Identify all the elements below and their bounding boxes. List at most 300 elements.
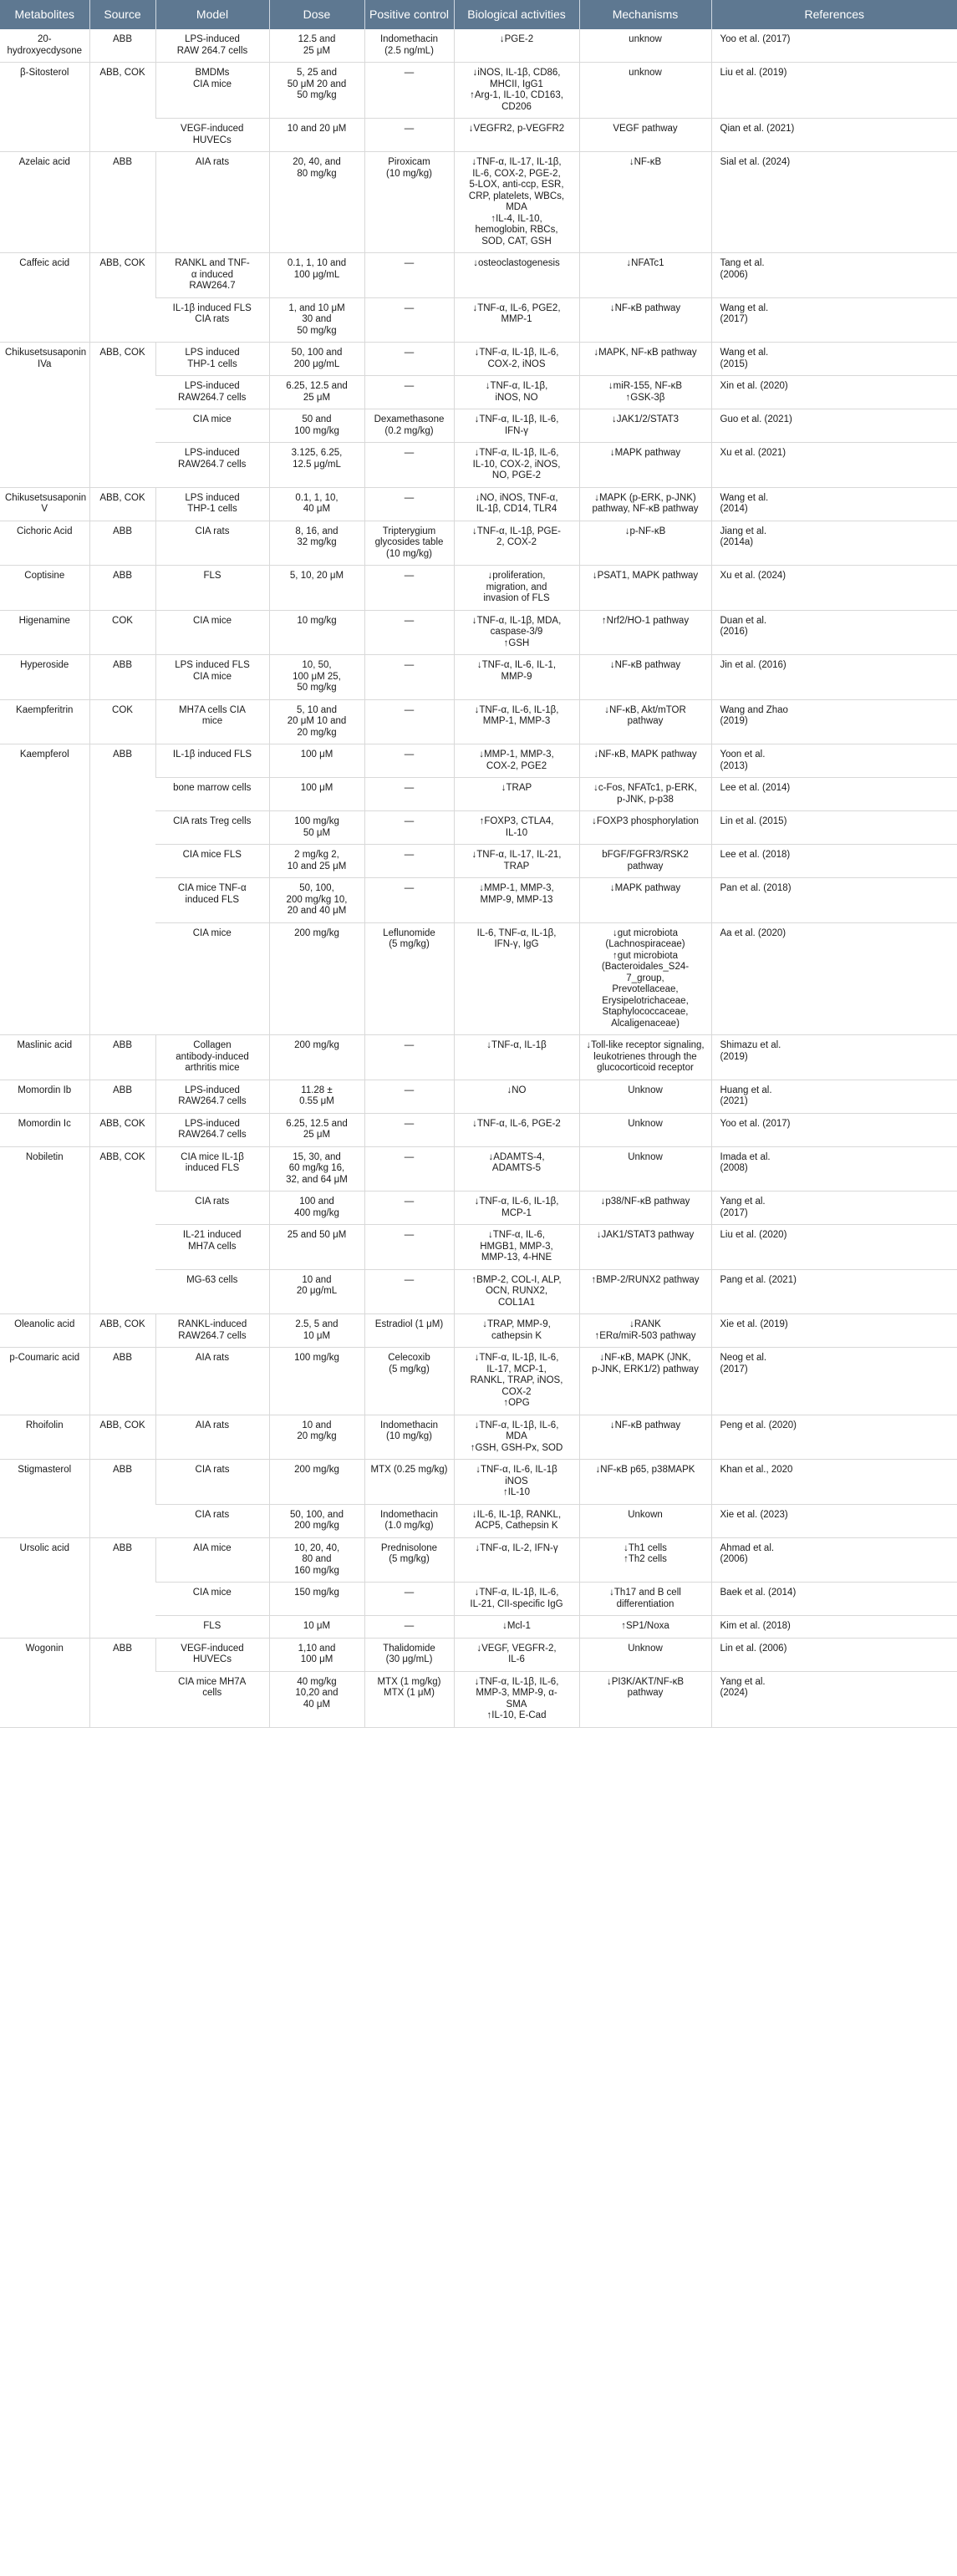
reference-cell: Xin et al. (2020) xyxy=(711,376,957,409)
model-cell: LPS induced THP-1 cells xyxy=(155,343,269,376)
mechanisms-cell: ↓FOXP3 phosphorylation xyxy=(579,811,711,845)
reference-cell: Lee et al. (2018) xyxy=(711,845,957,878)
table-row xyxy=(0,253,957,298)
model-cell: AIA rats xyxy=(155,152,269,253)
table-row xyxy=(0,1415,957,1460)
mechanisms-cell: ↓c-Fos, NFATc1, p-ERK, p-JNK, p-p38 xyxy=(579,778,711,811)
dose-cell: 10, 50, 100 μM 25, 50 mg/kg xyxy=(269,655,364,700)
source-cell: ABB, COK xyxy=(89,63,155,152)
reference-cell: Neog et al. (2017) xyxy=(711,1348,957,1415)
reference-cell: Peng et al. (2020) xyxy=(711,1415,957,1460)
mechanisms-cell: ↓p38/NF-κB pathway xyxy=(579,1191,711,1225)
dose-cell: 0.1, 1, 10, 40 μM xyxy=(269,487,364,521)
source-cell: ABB, COK xyxy=(89,1314,155,1348)
model-cell: CIA rats xyxy=(155,1460,269,1505)
positive-control-cell: Indomethacin (2.5 ng/mL) xyxy=(364,29,454,63)
positive-control-cell: — xyxy=(364,1080,454,1113)
source-cell: COK xyxy=(89,699,155,744)
model-cell: bone marrow cells xyxy=(155,778,269,811)
dose-cell: 100 and 400 mg/kg xyxy=(269,1191,364,1225)
model-cell: FLS xyxy=(155,566,269,611)
model-cell: CIA mice TNF-α induced FLS xyxy=(155,878,269,923)
reference-cell: Xie et al. (2023) xyxy=(711,1504,957,1537)
mechanisms-cell: ↓JAK1/STAT3 pathway xyxy=(579,1225,711,1270)
header-dose: Dose xyxy=(269,0,364,29)
source-cell: ABB xyxy=(89,521,155,566)
positive-control-cell: — xyxy=(364,343,454,376)
model-cell: CIA rats Treg cells xyxy=(155,811,269,845)
dose-cell: 10 μM xyxy=(269,1616,364,1639)
reference-cell: Guo et al. (2021) xyxy=(711,409,957,443)
mechanisms-cell: ↓NF-κB pathway xyxy=(579,655,711,700)
dose-cell: 10, 20, 40, 80 and 160 mg/kg xyxy=(269,1537,364,1583)
reference-cell: Yoon et al. (2013) xyxy=(711,744,957,778)
reference-cell: Wang et al. (2017) xyxy=(711,297,957,343)
dose-cell: 100 mg/kg xyxy=(269,1348,364,1415)
positive-control-cell: Leflunomide (5 mg/kg) xyxy=(364,922,454,1035)
positive-control-cell: — xyxy=(364,1269,454,1314)
table-row xyxy=(0,521,957,566)
reference-cell: Pan et al. (2018) xyxy=(711,878,957,923)
dose-cell: 50, 100 and 200 μg/mL xyxy=(269,343,364,376)
mechanisms-cell: ↓MAPK pathway xyxy=(579,443,711,488)
reference-cell: Aa et al. (2020) xyxy=(711,922,957,1035)
header-row xyxy=(0,0,957,29)
model-cell: BMDMs CIA mice xyxy=(155,63,269,119)
positive-control-cell: — xyxy=(364,487,454,521)
biological-activities-cell: ↓osteoclastogenesis xyxy=(454,253,579,298)
model-cell: Collagen antibody-induced arthritis mice xyxy=(155,1035,269,1080)
dose-cell: 150 mg/kg xyxy=(269,1583,364,1616)
reference-cell: Wang et al. (2015) xyxy=(711,343,957,376)
mechanisms-cell: unknow xyxy=(579,63,711,119)
metabolite-cell: β-Sitosterol xyxy=(0,63,89,152)
model-cell: IL-1β induced FLS CIA rats xyxy=(155,297,269,343)
dose-cell: 50, 100, 200 mg/kg 10, 20 and 40 μM xyxy=(269,878,364,923)
source-cell: ABB xyxy=(89,29,155,63)
mechanisms-cell: Unknow xyxy=(579,1113,711,1146)
mechanisms-cell: Unknow xyxy=(579,1638,711,1671)
table-body xyxy=(0,29,957,1727)
biological-activities-cell: ↓TNF-α, IL-6, IL-1, MMP-9 xyxy=(454,655,579,700)
mechanisms-cell: Unknow xyxy=(579,1146,711,1191)
mechanisms-cell: ↓NF-κB xyxy=(579,152,711,253)
dose-cell: 2.5, 5 and 10 μM xyxy=(269,1314,364,1348)
metabolite-cell: Ursolic acid xyxy=(0,1537,89,1638)
positive-control-cell: — xyxy=(364,443,454,488)
model-cell: LPS-induced RAW264.7 cells xyxy=(155,1113,269,1146)
table-row xyxy=(0,29,957,63)
model-cell: RANKL-induced RAW264.7 cells xyxy=(155,1314,269,1348)
mechanisms-cell: ↑BMP-2/RUNX2 pathway xyxy=(579,1269,711,1314)
dose-cell: 8, 16, and 32 mg/kg xyxy=(269,521,364,566)
biological-activities-cell: IL-6, TNF-α, IL-1β, IFN-γ, IgG xyxy=(454,922,579,1035)
mechanisms-cell: ↓MAPK (p-ERK, p-JNK) pathway, NF-κB pathway xyxy=(579,487,711,521)
positive-control-cell: — xyxy=(364,566,454,611)
table-row xyxy=(0,1113,957,1146)
dose-cell: 10 and 20 μM xyxy=(269,119,364,152)
mechanisms-cell: ↓miR-155, NF-κB ↑GSK-3β xyxy=(579,376,711,409)
positive-control-cell: — xyxy=(364,1146,454,1191)
reference-cell: Duan et al. (2016) xyxy=(711,610,957,655)
source-cell: ABB xyxy=(89,744,155,1035)
model-cell: AIA mice xyxy=(155,1537,269,1583)
biological-activities-cell: ↓TNF-α, IL-1β, IL-6, MDA ↑GSH, GSH-Px, SOD xyxy=(454,1415,579,1460)
model-cell: IL-1β induced FLS xyxy=(155,744,269,778)
dose-cell: 200 mg/kg xyxy=(269,1460,364,1505)
reference-cell: Lin et al. (2015) xyxy=(711,811,957,845)
reference-cell: Xu et al. (2024) xyxy=(711,566,957,611)
positive-control-cell: — xyxy=(364,1191,454,1225)
model-cell: CIA mice MH7A cells xyxy=(155,1671,269,1727)
positive-control-cell: Piroxicam (10 mg/kg) xyxy=(364,152,454,253)
biological-activities-cell: ↓TNF-α, IL-1β, iNOS, NO xyxy=(454,376,579,409)
biological-activities-cell: ↓MMP-1, MMP-3, MMP-9, MMP-13 xyxy=(454,878,579,923)
table-row xyxy=(0,1035,957,1080)
dose-cell: 3.125, 6.25, 12.5 μg/mL xyxy=(269,443,364,488)
biological-activities-cell: ↓IL-6, IL-1β, RANKL, ACP5, Cathepsin K xyxy=(454,1504,579,1537)
dose-cell: 5, 10 and 20 μM 10 and 20 mg/kg xyxy=(269,699,364,744)
biological-activities-cell: ↓TNF-α, IL-6, HMGB1, MMP-3, MMP-13, 4-HNE xyxy=(454,1225,579,1270)
model-cell: CIA mice xyxy=(155,610,269,655)
source-cell: COK xyxy=(89,610,155,655)
source-cell: ABB xyxy=(89,566,155,611)
reference-cell: Shimazu et al. (2019) xyxy=(711,1035,957,1080)
biological-activities-cell: ↓ADAMTS-4, ADAMTS-5 xyxy=(454,1146,579,1191)
biological-activities-cell: ↓NO, iNOS, TNF-α, IL-1β, CD14, TLR4 xyxy=(454,487,579,521)
positive-control-cell: — xyxy=(364,376,454,409)
source-cell: ABB, COK xyxy=(89,1415,155,1460)
biological-activities-cell: ↑FOXP3, CTLA4, IL-10 xyxy=(454,811,579,845)
table-row xyxy=(0,343,957,376)
biological-activities-cell: ↓TNF-α, IL-1β, IL-6, IL-21, CII-specific IgG xyxy=(454,1583,579,1616)
reference-cell: Imada et al. (2008) xyxy=(711,1146,957,1191)
reference-cell: Yang et al. (2024) xyxy=(711,1671,957,1727)
positive-control-cell: Thalidomide (30 μg/mL) xyxy=(364,1638,454,1671)
dose-cell: 0.1, 1, 10 and 100 μg/mL xyxy=(269,253,364,298)
positive-control-cell: — xyxy=(364,699,454,744)
reference-cell: Sial et al. (2024) xyxy=(711,152,957,253)
positive-control-cell: — xyxy=(364,744,454,778)
biological-activities-cell: ↓iNOS, IL-1β, CD86, MHCII, IgG1 ↑Arg-1, IL-10, CD163, CD206 xyxy=(454,63,579,119)
mechanisms-cell: ↓MAPK, NF-κB pathway xyxy=(579,343,711,376)
source-cell: ABB, COK xyxy=(89,1113,155,1146)
model-cell: IL-21 induced MH7A cells xyxy=(155,1225,269,1270)
source-cell: ABB, COK xyxy=(89,253,155,343)
header-positive-control: Positive control xyxy=(364,0,454,29)
table-row xyxy=(0,699,957,744)
source-cell: ABB, COK xyxy=(89,1146,155,1314)
table-row xyxy=(0,655,957,700)
table-row xyxy=(0,566,957,611)
model-cell: LPS-induced RAW264.7 cells xyxy=(155,443,269,488)
metabolite-cell: 20- hydroxyecdysone xyxy=(0,29,89,63)
mechanisms-cell: ↓PI3K/AKT/NF-κB pathway xyxy=(579,1671,711,1727)
positive-control-cell: — xyxy=(364,119,454,152)
positive-control-cell: — xyxy=(364,253,454,298)
table-row xyxy=(0,1146,957,1191)
dose-cell: 40 mg/kg 10,20 and 40 μM xyxy=(269,1671,364,1727)
mechanisms-cell: ↓gut microbiota (Lachnospiraceae) ↑gut microbiota (Bacteroidales_S24-7_group, Prevotellaceae, Erysipelotrichaceae, Staphylococcaceae, Alcaligenaceae) xyxy=(579,922,711,1035)
positive-control-cell: Tripterygium glycosides table (10 mg/kg) xyxy=(364,521,454,566)
metabolite-cell: Stigmasterol xyxy=(0,1460,89,1538)
mechanisms-cell: ↓RANK ↑ERα/miR-503 pathway xyxy=(579,1314,711,1348)
dose-cell: 11.28 ± 0.55 μM xyxy=(269,1080,364,1113)
metabolite-cell: Momordin Ic xyxy=(0,1113,89,1146)
metabolite-cell: Hyperoside xyxy=(0,655,89,700)
source-cell: ABB xyxy=(89,1080,155,1113)
dose-cell: 200 mg/kg xyxy=(269,922,364,1035)
dose-cell: 6.25, 12.5 and 25 μM xyxy=(269,1113,364,1146)
mechanisms-cell: Unknow xyxy=(579,1080,711,1113)
mechanisms-cell: ↓NF-κB pathway xyxy=(579,297,711,343)
mechanisms-cell: unknow xyxy=(579,29,711,63)
positive-control-cell: — xyxy=(364,1616,454,1639)
dose-cell: 100 μM xyxy=(269,744,364,778)
positive-control-cell: MTX (1 mg/kg) MTX (1 μM) xyxy=(364,1671,454,1727)
dose-cell: 10 and 20 μg/mL xyxy=(269,1269,364,1314)
metabolite-cell: Cichoric Acid xyxy=(0,521,89,566)
mechanisms-cell: ↓NF-κB, MAPK pathway xyxy=(579,744,711,778)
positive-control-cell: — xyxy=(364,1225,454,1270)
biological-activities-cell: ↓TNF-α, IL-1β xyxy=(454,1035,579,1080)
model-cell: MH7A cells CIA mice xyxy=(155,699,269,744)
biological-activities-cell: ↓TNF-α, IL-1β, IL-6, IL-10, COX-2, iNOS, NO, PGE-2 xyxy=(454,443,579,488)
mechanisms-cell: ↓Th17 and B cell differentiation xyxy=(579,1583,711,1616)
mechanisms-cell: Unkown xyxy=(579,1504,711,1537)
positive-control-cell: — xyxy=(364,1113,454,1146)
biological-activities-cell: ↓proliferation, migration, and invasion of FLS xyxy=(454,566,579,611)
reference-cell: Xie et al. (2019) xyxy=(711,1314,957,1348)
positive-control-cell: — xyxy=(364,1035,454,1080)
table-row xyxy=(0,1460,957,1505)
dose-cell: 200 mg/kg xyxy=(269,1035,364,1080)
source-cell: ABB, COK xyxy=(89,487,155,521)
reference-cell: Liu et al. (2019) xyxy=(711,63,957,119)
table-row xyxy=(0,610,957,655)
dose-cell: 5, 25 and 50 μM 20 and 50 mg/kg xyxy=(269,63,364,119)
metabolite-cell: Nobiletin xyxy=(0,1146,89,1314)
reference-cell: Baek et al. (2014) xyxy=(711,1583,957,1616)
dose-cell: 10 and 20 mg/kg xyxy=(269,1415,364,1460)
biological-activities-cell: ↓VEGF, VEGFR-2, IL-6 xyxy=(454,1638,579,1671)
biological-activities-cell: ↓TNF-α, IL-6, IL-1β, MMP-1, MMP-3 xyxy=(454,699,579,744)
model-cell: CIA mice xyxy=(155,922,269,1035)
dose-cell: 25 and 50 μM xyxy=(269,1225,364,1270)
biological-activities-cell: ↓TNF-α, IL-1β, IL-6, IFN-γ xyxy=(454,409,579,443)
dose-cell: 100 mg/kg 50 μM xyxy=(269,811,364,845)
metabolite-cell: Wogonin xyxy=(0,1638,89,1727)
header-biological-activities: Biological activities xyxy=(454,0,579,29)
reference-cell: Huang et al. (2021) xyxy=(711,1080,957,1113)
biological-activities-cell: ↓TNF-α, IL-1β, IL-6, IL-17, MCP-1, RANKL, TRAP, iNOS, COX-2 ↑OPG xyxy=(454,1348,579,1415)
model-cell: AIA rats xyxy=(155,1415,269,1460)
biological-activities-cell: ↓TRAP xyxy=(454,778,579,811)
header-metabolites: Metabolites xyxy=(0,0,89,29)
model-cell: CIA rats xyxy=(155,521,269,566)
dose-cell: 20, 40, and 80 mg/kg xyxy=(269,152,364,253)
positive-control-cell: — xyxy=(364,778,454,811)
biological-activities-cell: ↓TNF-α, IL-1β, MDA, caspase-3/9 ↑GSH xyxy=(454,610,579,655)
reference-cell: Qian et al. (2021) xyxy=(711,119,957,152)
metabolite-cell: Maslinic acid xyxy=(0,1035,89,1080)
table-row xyxy=(0,63,957,119)
biological-activities-cell: ↓TNF-α, IL-6, IL-1β, MCP-1 xyxy=(454,1191,579,1225)
positive-control-cell: — xyxy=(364,845,454,878)
table-row xyxy=(0,1537,957,1583)
header-references: References xyxy=(711,0,957,29)
mechanisms-cell: ↓NF-κB pathway xyxy=(579,1415,711,1460)
source-cell: ABB xyxy=(89,1348,155,1415)
model-cell: LPS induced THP-1 cells xyxy=(155,487,269,521)
biological-activities-cell: ↓TNF-α, IL-6, PGE2, MMP-1 xyxy=(454,297,579,343)
model-cell: LPS-induced RAW 264.7 cells xyxy=(155,29,269,63)
source-cell: ABB xyxy=(89,655,155,700)
mechanisms-cell: ↑Nrf2/HO-1 pathway xyxy=(579,610,711,655)
mechanisms-cell: ↓NFATc1 xyxy=(579,253,711,298)
biological-activities-cell: ↓TRAP, MMP-9, cathepsin K xyxy=(454,1314,579,1348)
dose-cell: 15, 30, and 60 mg/kg 16, 32, and 64 μM xyxy=(269,1146,364,1191)
dose-cell: 50, 100, and 200 mg/kg xyxy=(269,1504,364,1537)
mechanisms-cell: ↓Th1 cells ↑Th2 cells xyxy=(579,1537,711,1583)
dose-cell: 100 μM xyxy=(269,778,364,811)
table-row xyxy=(0,487,957,521)
reference-cell: Khan et al., 2020 xyxy=(711,1460,957,1505)
reference-cell: Tang et al. (2006) xyxy=(711,253,957,298)
dose-cell: 6.25, 12.5 and 25 μM xyxy=(269,376,364,409)
table-row xyxy=(0,1638,957,1671)
biological-activities-cell: ↓Mcl-1 xyxy=(454,1616,579,1639)
header-model: Model xyxy=(155,0,269,29)
mechanisms-cell: ↓Toll-like receptor signaling, leukotrienes through the glucocorticoid receptor xyxy=(579,1035,711,1080)
model-cell: VEGF-induced HUVECs xyxy=(155,119,269,152)
header-mechanisms: Mechanisms xyxy=(579,0,711,29)
reference-cell: Pang et al. (2021) xyxy=(711,1269,957,1314)
biological-activities-cell: ↓TNF-α, IL-17, IL-21, TRAP xyxy=(454,845,579,878)
metabolite-cell: Chikusetsusaponin V xyxy=(0,487,89,521)
reference-cell: Lee et al. (2014) xyxy=(711,778,957,811)
dose-cell: 50 and 100 mg/kg xyxy=(269,409,364,443)
reference-cell: Yoo et al. (2017) xyxy=(711,29,957,63)
mechanisms-cell: ↓NF-κB, MAPK (JNK, p-JNK, ERK1/2) pathway xyxy=(579,1348,711,1415)
reference-cell: Xu et al. (2021) xyxy=(711,443,957,488)
reference-cell: Liu et al. (2020) xyxy=(711,1225,957,1270)
reference-cell: Jiang et al. (2014a) xyxy=(711,521,957,566)
biological-activities-cell: ↓TNF-α, IL-6, IL-1β iNOS ↑IL-10 xyxy=(454,1460,579,1505)
mechanisms-cell: ↓MAPK pathway xyxy=(579,878,711,923)
model-cell: LPS-induced RAW264.7 cells xyxy=(155,1080,269,1113)
positive-control-cell: Estradiol (1 μM) xyxy=(364,1314,454,1348)
model-cell: MG-63 cells xyxy=(155,1269,269,1314)
positive-control-cell: — xyxy=(364,811,454,845)
mechanisms-cell: ↓JAK1/2/STAT3 xyxy=(579,409,711,443)
dose-cell: 1, and 10 μM 30 and 50 mg/kg xyxy=(269,297,364,343)
reference-cell: Ahmad et al. (2006) xyxy=(711,1537,957,1583)
table-row xyxy=(0,1080,957,1113)
mechanisms-cell: ↓PSAT1, MAPK pathway xyxy=(579,566,711,611)
positive-control-cell: Celecoxib (5 mg/kg) xyxy=(364,1348,454,1415)
metabolite-cell: Higenamine xyxy=(0,610,89,655)
model-cell: LPS-induced RAW264.7 cells xyxy=(155,376,269,409)
biological-activities-cell: ↓PGE-2 xyxy=(454,29,579,63)
positive-control-cell: Indomethacin (10 mg/kg) xyxy=(364,1415,454,1460)
positive-control-cell: — xyxy=(364,1583,454,1616)
mechanisms-cell: VEGF pathway xyxy=(579,119,711,152)
source-cell: ABB xyxy=(89,1537,155,1638)
source-cell: ABB xyxy=(89,1035,155,1080)
model-cell: CIA mice FLS xyxy=(155,845,269,878)
mechanisms-cell: ↓NF-κB, Akt/mTOR pathway xyxy=(579,699,711,744)
biological-activities-cell: ↑BMP-2, COL-I, ALP, OCN, RUNX2, COL1A1 xyxy=(454,1269,579,1314)
reference-cell: Yang et al. (2017) xyxy=(711,1191,957,1225)
header-source: Source xyxy=(89,0,155,29)
table-row xyxy=(0,1348,957,1415)
reference-cell: Yoo et al. (2017) xyxy=(711,1113,957,1146)
positive-control-cell: Prednisolone (5 mg/kg) xyxy=(364,1537,454,1583)
metabolite-cell: Kaempferol xyxy=(0,744,89,1035)
positive-control-cell: Indomethacin (1.0 mg/kg) xyxy=(364,1504,454,1537)
biological-activities-cell: ↓TNF-α, IL-2, IFN-γ xyxy=(454,1537,579,1583)
table-row xyxy=(0,152,957,253)
metabolite-cell: Oleanolic acid xyxy=(0,1314,89,1348)
biological-activities-cell: ↓TNF-α, IL-1β, IL-6, MMP-3, MMP-9, α- SMA ↑IL-10, E-Cad xyxy=(454,1671,579,1727)
model-cell: VEGF-induced HUVECs xyxy=(155,1638,269,1671)
dose-cell: 12.5 and 25 μM xyxy=(269,29,364,63)
positive-control-cell: — xyxy=(364,610,454,655)
model-cell: CIA rats xyxy=(155,1504,269,1537)
reference-cell: Kim et al. (2018) xyxy=(711,1616,957,1639)
reference-cell: Wang et al. (2014) xyxy=(711,487,957,521)
metabolite-cell: Rhoifolin xyxy=(0,1415,89,1460)
metabolite-cell: Momordin Ib xyxy=(0,1080,89,1113)
biological-activities-cell: ↓VEGFR2, p-VEGFR2 xyxy=(454,119,579,152)
table-row xyxy=(0,744,957,778)
dose-cell: 10 mg/kg xyxy=(269,610,364,655)
model-cell: CIA mice IL-1β induced FLS xyxy=(155,1146,269,1191)
mechanisms-cell: ↓p-NF-κB xyxy=(579,521,711,566)
biological-activities-cell: ↓MMP-1, MMP-3, COX-2, PGE2 xyxy=(454,744,579,778)
biological-activities-cell: ↓TNF-α, IL-6, PGE-2 xyxy=(454,1113,579,1146)
metabolite-cell: Caffeic acid xyxy=(0,253,89,343)
positive-control-cell: MTX (0.25 mg/kg) xyxy=(364,1460,454,1505)
reference-cell: Wang and Zhao (2019) xyxy=(711,699,957,744)
positive-control-cell: — xyxy=(364,63,454,119)
mechanisms-cell: ↑SP1/Noxa xyxy=(579,1616,711,1639)
positive-control-cell: — xyxy=(364,655,454,700)
metabolite-cell: Azelaic acid xyxy=(0,152,89,253)
metabolite-cell: Chikusetsusaponin IVa xyxy=(0,343,89,488)
biological-activities-cell: ↓TNF-α, IL-17, IL-1β, IL-6, COX-2, PGE-2, 5-LOX, anti-ccp, ESR, CRP, platelets, WBCs, MDA ↑IL-4, IL-10, hemoglobin, RBCs, SOD, CAT, GSH xyxy=(454,152,579,253)
table-row xyxy=(0,1314,957,1348)
positive-control-cell: Dexamethasone (0.2 mg/kg) xyxy=(364,409,454,443)
dose-cell: 1,10 and 100 μM xyxy=(269,1638,364,1671)
source-cell: ABB, COK xyxy=(89,343,155,488)
source-cell: ABB xyxy=(89,1638,155,1727)
model-cell: RANKL and TNF- α induced RAW264.7 xyxy=(155,253,269,298)
model-cell: CIA rats xyxy=(155,1191,269,1225)
reference-cell: Jin et al. (2016) xyxy=(711,655,957,700)
dose-cell: 5, 10, 20 μM xyxy=(269,566,364,611)
positive-control-cell: — xyxy=(364,297,454,343)
dose-cell: 2 mg/kg 2, 10 and 25 μM xyxy=(269,845,364,878)
model-cell: FLS xyxy=(155,1616,269,1639)
biological-activities-cell: ↓TNF-α, IL-1β, IL-6, COX-2, iNOS xyxy=(454,343,579,376)
model-cell: CIA mice xyxy=(155,409,269,443)
model-cell: LPS induced FLS CIA mice xyxy=(155,655,269,700)
mechanisms-cell: ↓NF-κB p65, p38MAPK xyxy=(579,1460,711,1505)
model-cell: CIA mice xyxy=(155,1583,269,1616)
mechanisms-cell: bFGF/FGFR3/RSK2 pathway xyxy=(579,845,711,878)
